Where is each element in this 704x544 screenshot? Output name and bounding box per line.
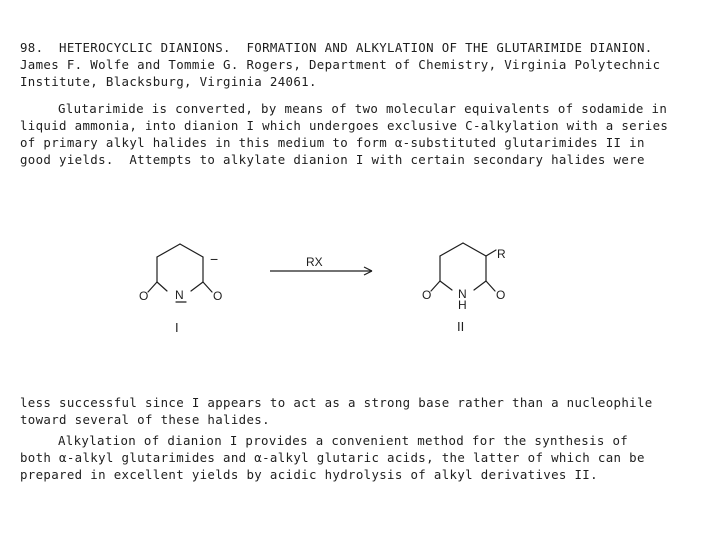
paragraph2-line2: toward several of these halides. [20, 412, 270, 427]
paragraph1-line2: liquid ammonia, into dianion I which undergoes exclusive C-alkylation with a series [20, 118, 669, 133]
right-structure-left-oxygen: O [422, 288, 432, 302]
paragraph3-line1: Alkylation of dianion I provides a convenient method for the synthesis of [58, 433, 629, 448]
paragraph3-line2: both α-alkyl glutarimides and α-alkyl glutaric acids, the latter of which can be [20, 450, 645, 465]
right-structure-nitrogen: N [458, 287, 467, 301]
right-oxygen-label: O [213, 289, 223, 303]
compound-label-i: I [175, 320, 179, 335]
paragraph1-line1: Glutarimide is converted, by means of two molecular equivalents of sodamide in [58, 101, 668, 116]
right-structure-hydrogen: H [458, 298, 467, 312]
paragraph3-line3: prepared in excellent yields by acidic hydrolysis of alkyl derivatives II. [20, 467, 598, 482]
paragraph1-line4: good yields. Attempts to alkylate dianion I with certain secondary halides were [20, 152, 645, 167]
header-title-line: 98. HETEROCYCLIC DIANIONS. FORMATION AND ALKYLATION OF THE GLUTARIMIDE DIANION. [20, 40, 653, 55]
paragraph2-line1: less successful since I appears to act as a strong base rather than a nucleophile [20, 395, 653, 410]
paragraph1-line3: of primary alkyl halides in this medium to form α-substituted glutarimides II in [20, 135, 645, 150]
substituent-label: R [497, 247, 506, 261]
glutarimide-structure [431, 243, 496, 291]
left-oxygen-label: O [139, 289, 149, 303]
right-structure-right-oxygen: O [496, 288, 506, 302]
nitrogen-label: N [175, 288, 184, 302]
compound-label-ii: II [457, 319, 465, 334]
reagent-label: RX [306, 255, 323, 269]
header-affiliation-line: Institute, Blacksburg, Virginia 24061. [20, 74, 317, 89]
header-authors-line: James F. Wolfe and Tommie G. Rogers, Department of Chemistry, Virginia Polytechnic [20, 57, 661, 72]
negative-charge-label: − [210, 251, 219, 267]
